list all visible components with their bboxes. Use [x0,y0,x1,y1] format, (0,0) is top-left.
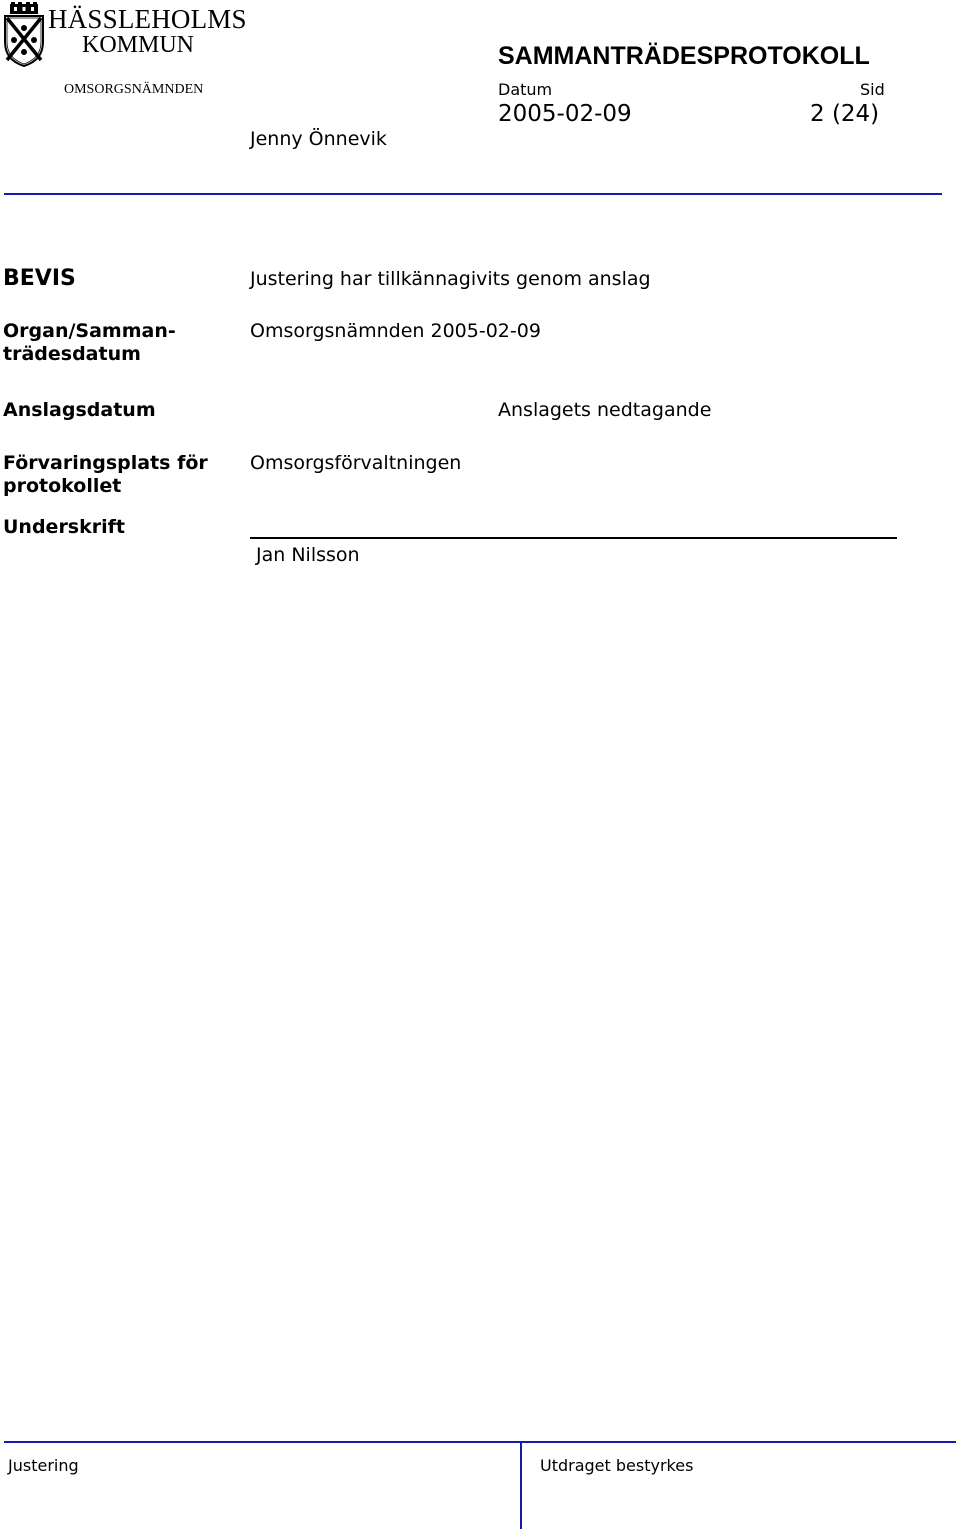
forvaring-label-line2: protokollet [3,475,122,497]
department-name: OMSORGSNÄMNDEN [64,82,204,97]
municipality-name-line2: KOMMUN [82,32,195,58]
document-type-title: SAMMANTRÄDESPROTOKOLL [498,42,870,70]
municipality-crest-logo [2,2,46,68]
header-divider [4,193,942,195]
footer-column-divider [520,1441,522,1529]
signer-name: Jan Nilsson [256,544,360,566]
forvaring-value: Omsorgsförvaltningen [250,452,462,474]
footer-utdraget-label: Utdraget bestyrkes [540,1456,694,1475]
footer-justering-label: Justering [8,1456,79,1475]
bevis-heading: BEVIS [3,266,76,291]
nedtagande-label: Anslagets nedtagande [498,399,712,421]
forvaring-label-line1: Förvaringsplats för [3,452,208,474]
page-label: Sid [860,80,885,99]
organ-label-line2: trädesdatum [3,343,141,365]
underskrift-label: Underskrift [3,516,125,538]
date-value: 2005-02-09 [498,101,632,127]
municipality-name-line1: HÄSSLEHOLMS [48,4,247,34]
bevis-statement: Justering har tillkännagivits genom anslag [250,268,651,290]
person-name: Jenny Önnevik [250,128,387,150]
footer-divider [4,1441,956,1443]
organ-value: Omsorgsnämnden 2005-02-09 [250,320,541,342]
signature-line [250,537,897,539]
organ-label-line1: Organ/Samman- [3,320,176,342]
date-label: Datum [498,80,553,99]
page-value: 2 (24) [810,101,880,127]
anslagsdatum-label: Anslagsdatum [3,399,156,421]
